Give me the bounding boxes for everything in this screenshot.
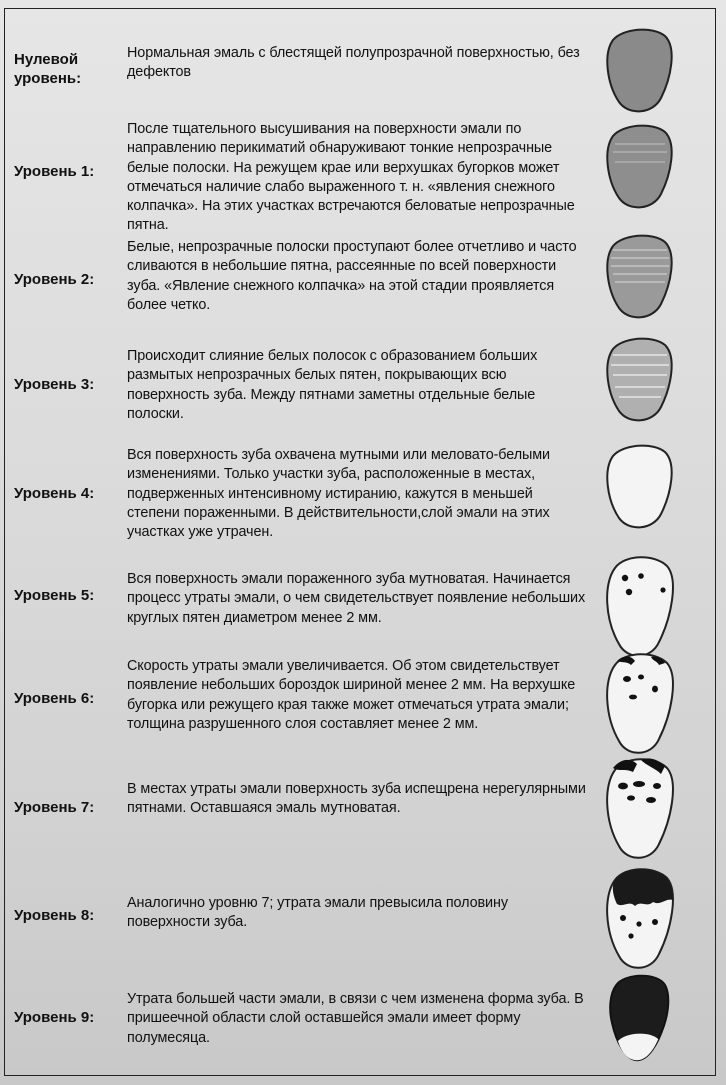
level-label: Уровень 8: [14,907,95,924]
level-description: Нормальная эмаль с блестящей полупрозрачной поверхностью, без дефектов [127,45,580,81]
level-row-2 [4,236,716,334]
level-description: Вся поверхность эмали пораженного зуба мутноватая. Начинается процесс утраты эмали, о чем свидетельствует появление небольших круглых пятен диаметром менее 2 мм. [127,571,586,626]
tooth-level-2-icon [601,232,679,322]
level-label: Уровень 4: [14,485,95,502]
level-row-1 [4,118,716,234]
tooth-level-1-icon [601,122,679,212]
level-row-0 [4,40,716,110]
level-row-5 [4,566,716,646]
tooth-normal-icon [601,26,679,116]
tooth-level-6-icon [601,649,679,759]
tooth-level-5-icon [601,552,679,662]
level-description: Белые, непрозрачные полоски проступают более отчетливо и часто сливаются в небольшие пятна, рассеянные по всей поверхности зуба. «Явление снежного колпачка» на этой стадии проявляется более четко. [127,239,577,313]
level-row-7 [4,760,716,855]
level-row-4 [4,446,716,548]
level-description: Происходит слияние белых полосок с образованием больших размытых непрозрачных белых пятен, покрывающих всю поверхность зуба. Между пятнами заметны отдельные белые полоски. [127,348,538,422]
level-description: Вся поверхность зуба охвачена мутными или меловато-белыми изменениями. Только участки зуба, расположенные в местах, подверженных интенсивному истиранию, кажутся в меньшей степени пораженными. В действительности,слой эмали на этих участках уже утрачен. [127,447,550,541]
tooth-level-7-icon [601,754,679,864]
level-description: Скорость утраты эмали увеличивается. Об этом свидетельствует появление небольших бороздок шириной менее 2 мм. На верхушке бугорка или режущего края также может отмечаться утрата эмали; толщина разрушенного слоя составляет менее 2 мм. [127,658,576,732]
level-row-3 [4,345,716,437]
tooth-level-9-icon [601,970,679,1066]
level-row-8 [4,868,716,960]
level-description: После тщательного высушивания на поверхности эмали по направлению перикиматий обнаруживают тонкие непрозрачные белые полоски. На режущем крае или верхушках бугорков может отмечаться наличие слабо выраженного т. н. «явления снежного колпачка». На этих участках встречаются беловатые непрозрачные пятна. [127,121,575,234]
level-label: Уровень 1: [14,163,95,180]
level-row-9 [4,970,716,1070]
tooth-level-8-icon [601,864,679,974]
level-label: Уровень 6: [14,690,95,707]
tooth-level-3-icon [601,335,679,425]
level-row-6 [4,655,716,747]
level-label: Уровень 3: [14,376,95,393]
tooth-level-4-icon [601,442,679,532]
level-label: Уровень 2: [14,271,95,288]
level-description: В местах утраты эмали поверхность зуба испещрена нерегулярными пятнами. Оставшаяся эмаль мутноватая. [127,781,586,817]
level-description: Аналогично уровню 7; утрата эмали превысила половину поверхности зуба. [127,895,508,931]
level-label: Нулевой уровень: [14,51,82,87]
level-label: Уровень 5: [14,587,95,604]
level-label: Уровень 9: [14,1009,95,1026]
level-description: Утрата большей части эмали, в связи с чем изменена форма зуба. В пришеечной области слой оставшейся эмали имеет форму полумесяца. [127,991,584,1046]
level-label: Уровень 7: [14,799,95,816]
